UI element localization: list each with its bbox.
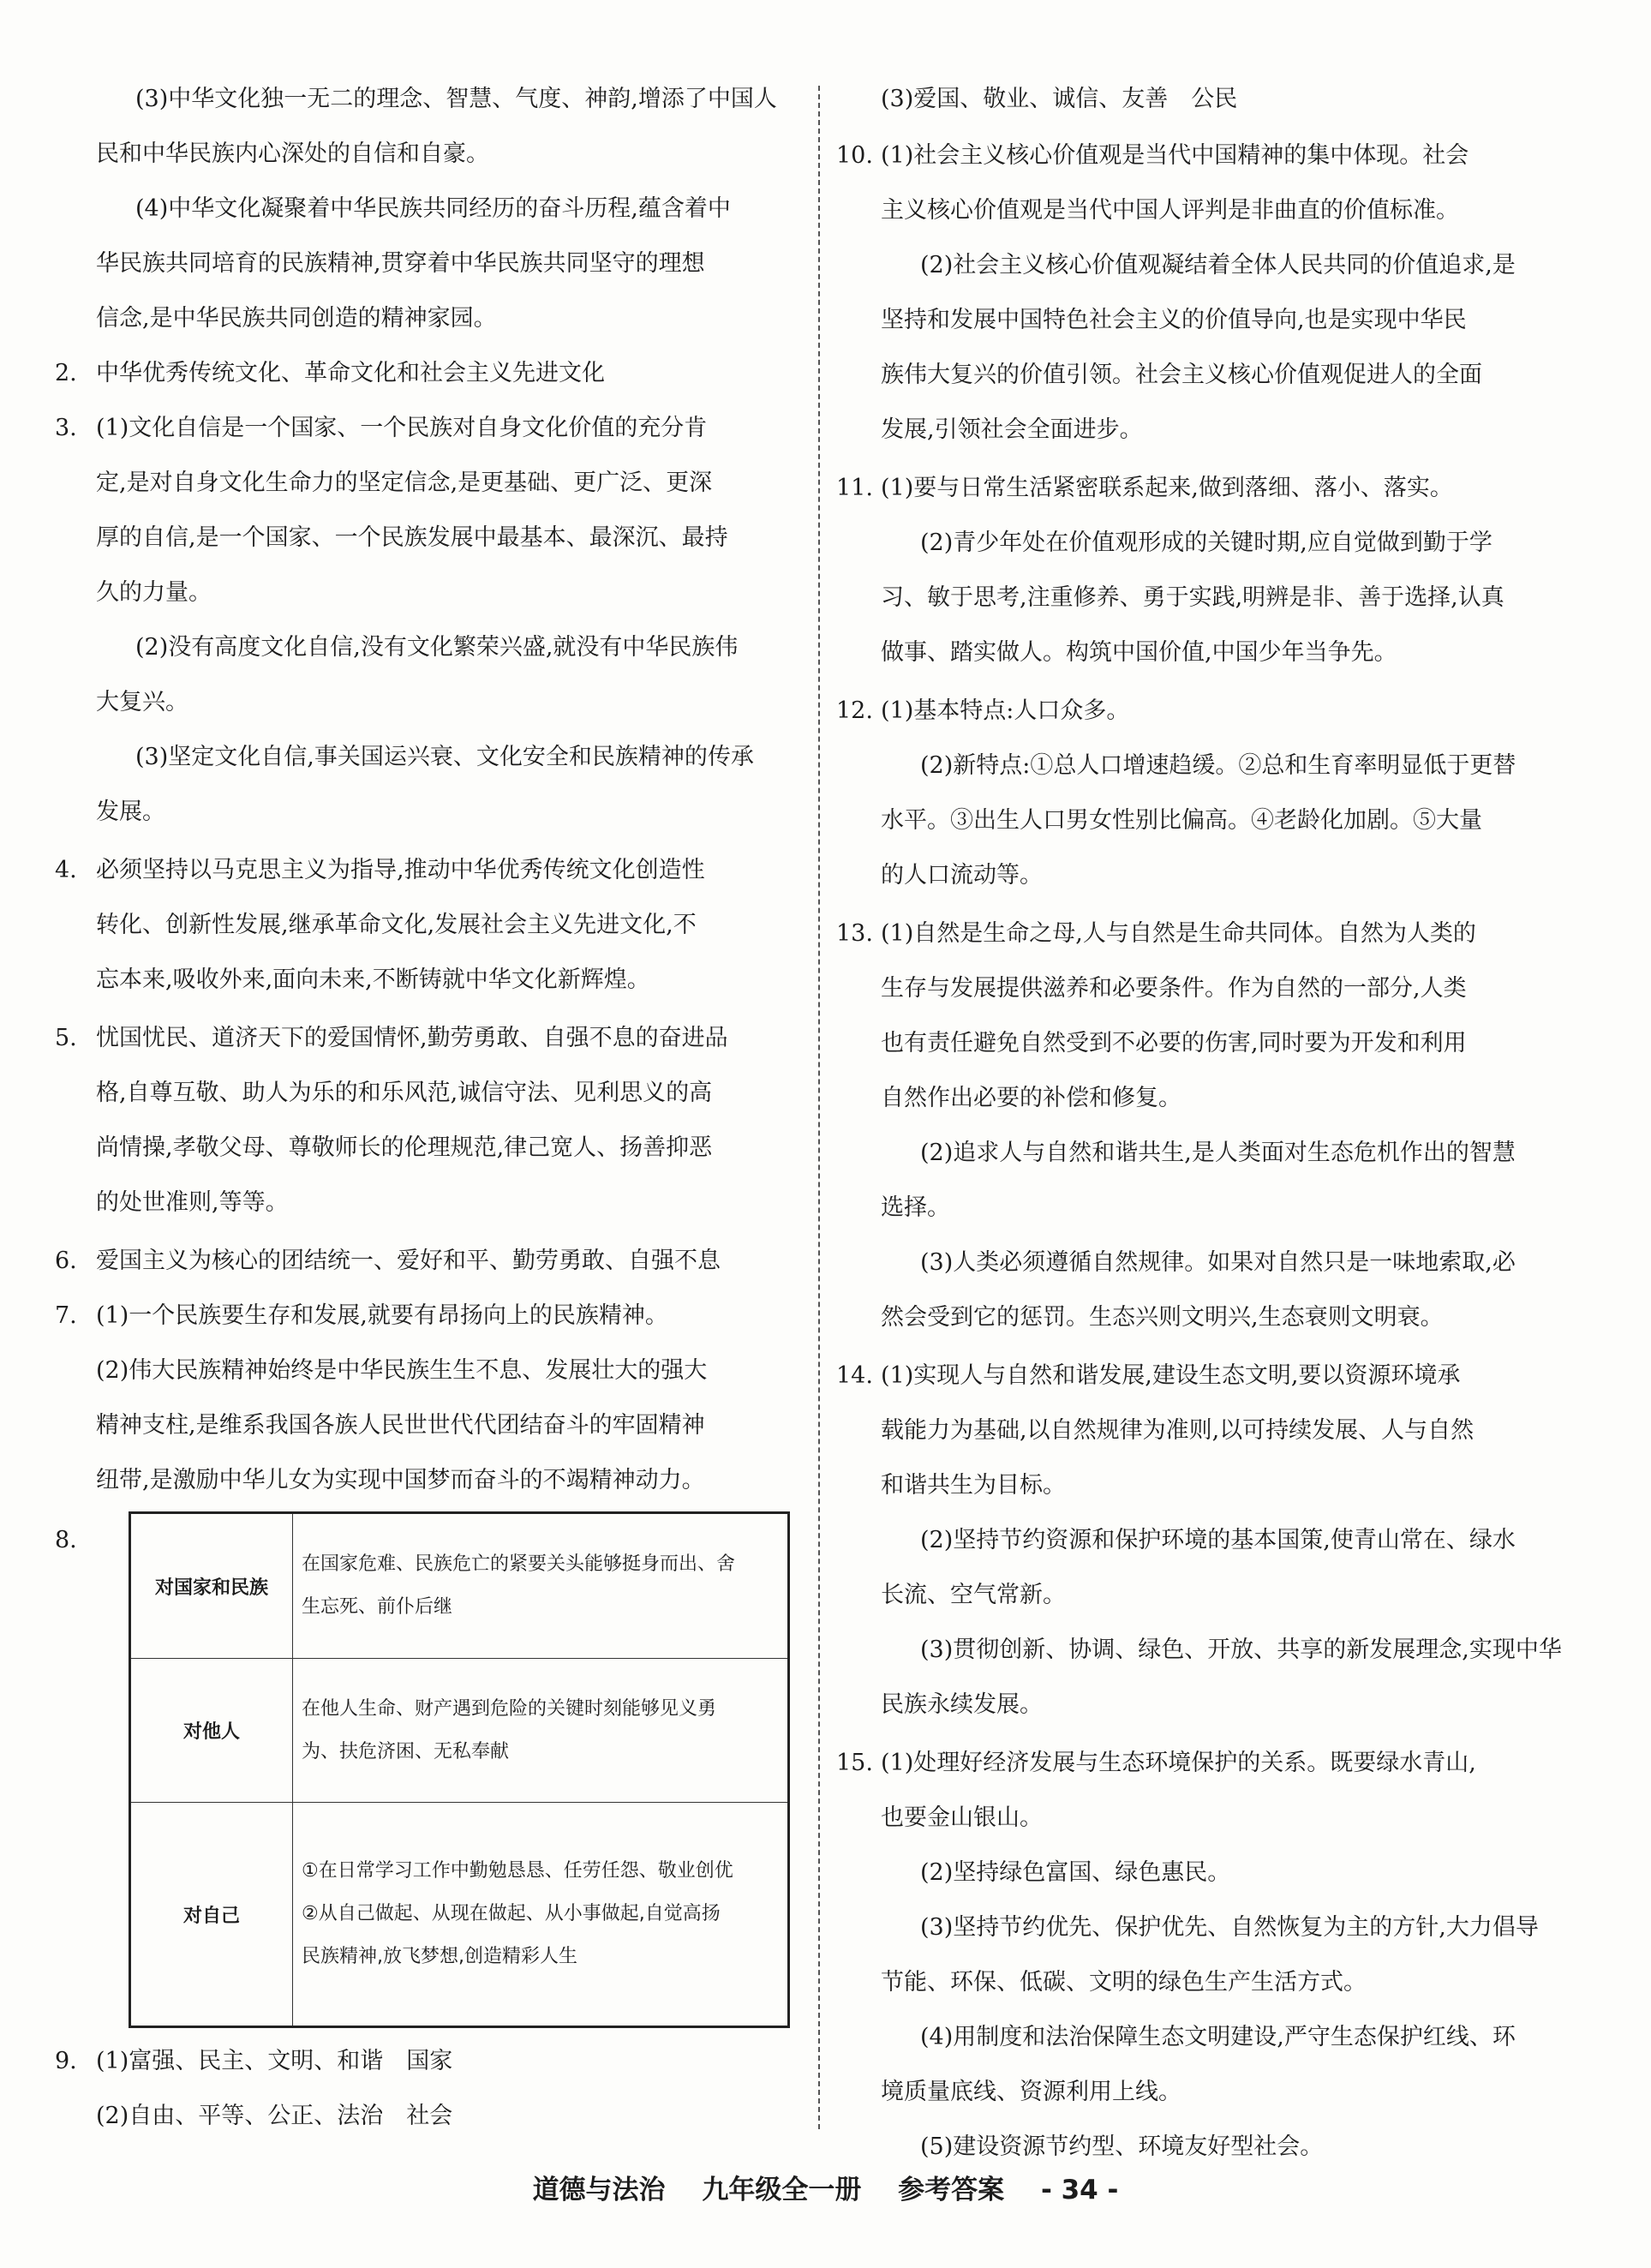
q15-line-7: 境质量底线、资源利用上线。	[881, 2079, 1181, 2105]
q7-line-4: 纽带,是激励中华儿女为实现中国梦而奋斗的不竭精神动力。	[96, 1467, 705, 1493]
q8-row-others-head: 对他人	[130, 1659, 293, 1803]
q14-line-2: 载能力为基础,以自然规律为准则,以可持续发展、人与自然	[881, 1417, 1475, 1444]
q5-number: 5.	[55, 1025, 77, 1051]
q14-line-5: 长流、空气常新。	[881, 1582, 1066, 1608]
q12-line-2: (2)新特点:①总人口增速趋缓。②总和生育率明显低于更替	[920, 752, 1516, 779]
page-number: - 34 -	[1040, 2175, 1119, 2205]
q5-line-1: 忧国忧民、道济天下的爱国情怀,勤劳勇敢、自强不息的奋进品	[96, 1025, 728, 1051]
q10-line-1: (1)社会主义核心价值观是当代中国精神的集中体现。社会	[881, 142, 1469, 169]
q13-line-5: (2)追求人与自然和谐共生,是人类面对生态危机作出的智慧	[920, 1140, 1516, 1166]
q1-3-line-2: 民和中华民族内心深处的自信和自豪。	[96, 141, 489, 167]
q15-line-1: (1)处理好经济发展与生态环境保护的关系。既要绿水青山,	[881, 1750, 1476, 1776]
q4-number: 4.	[55, 857, 77, 883]
q8-row-others-line-1: 在他人生命、财产遇到危险的关键时刻能够见义勇	[302, 1697, 717, 1720]
q8-row-nation-line-2: 生忘死、前仆后继	[302, 1596, 453, 1618]
q14-line-4: (2)坚持节约资源和保护环境的基本国策,使青山常在、绿水	[920, 1527, 1516, 1553]
q11-line-4: 做事、踏实做人。构筑中国价值,中国少年当争先。	[881, 639, 1397, 666]
q8-row-self	[130, 1803, 789, 2027]
q5-line-2: 格,自尊互敬、助人为乐的和乐风范,诚信守法、见利思义的高	[96, 1080, 713, 1106]
q2-line-1: 中华优秀传统文化、革命文化和社会主义先进文化	[96, 360, 605, 386]
q3-line-7: (3)坚定文化自信,事关国运兴衰、文化安全和民族精神的传承	[135, 744, 754, 770]
q12-number: 12.	[836, 697, 873, 724]
q12-line-4: 的人口流动等。	[881, 862, 1043, 889]
q10-line-5: 族伟大复兴的价值引领。社会主义核心价值观促进人的全面	[881, 362, 1482, 388]
q8-row-nation-line-1: 在国家危难、民族危亡的紧要关头能够挺身而出、舍	[302, 1553, 736, 1575]
q5-line-3: 尚情操,孝敬父母、尊敬师长的伦理规范,律己宽人、扬善抑恶	[96, 1134, 713, 1161]
q4-line-3: 忘本来,吸收外来,面向未来,不断铸就中华文化新辉煌。	[96, 966, 650, 993]
q9-number: 9.	[55, 2048, 77, 2074]
q3-line-5: (2)没有高度文化自信,没有文化繁荣兴盛,就没有中华民族伟	[135, 634, 739, 661]
q6-line-1: 爱国主义为核心的团结统一、爱好和平、勤劳勇敢、自强不息	[96, 1248, 721, 1274]
q13-line-8: 然会受到它的惩罚。生态兴则文明兴,生态衰则文明衰。	[881, 1304, 1444, 1331]
column-divider	[818, 86, 820, 2129]
q8-row-nation-content	[293, 1513, 789, 1659]
q15-line-6: (4)用制度和法治保障生态文明建设,严守生态保护红线、环	[920, 2024, 1516, 2050]
q8-row-nation-head: 对国家和民族	[130, 1513, 293, 1659]
q3-line-6: 大复兴。	[96, 689, 188, 715]
q15-line-3: (2)坚持绿色富国、绿色惠民。	[920, 1859, 1231, 1886]
q14-line-6: (3)贯彻创新、协调、绿色、开放、共享的新发展理念,实现中华	[920, 1637, 1562, 1663]
q8-row-self-line-3: 民族精神,放飞梦想,创造精彩人生	[302, 1946, 577, 1967]
q3-line-4: 久的力量。	[96, 579, 212, 606]
q8-row-others	[130, 1659, 789, 1803]
q3-line-3: 厚的自信,是一个国家、一个民族发展中最基本、最深沉、最持	[96, 524, 728, 551]
q4-line-2: 转化、创新性发展,继承革命文化,发展社会主义先进文化,不	[96, 912, 697, 938]
q12-line-1: (1)基本特点:人口众多。	[881, 697, 1130, 724]
q9-line-2: (2)自由、平等、公正、法治 社会	[96, 2103, 453, 2129]
q3-number: 3.	[55, 415, 77, 441]
q8-number: 8.	[55, 1527, 77, 1553]
footer-subject: 道德与法治	[532, 2175, 666, 2205]
q4-line-1: 必须坚持以马克思主义为指导,推动中华优秀传统文化创造性	[96, 857, 705, 883]
q8-row-self-head: 对自己	[130, 1803, 293, 2027]
q7-line-1: (1)一个民族要生存和发展,就要有昂扬向上的民族精神。	[96, 1302, 668, 1329]
q10-line-3: (2)社会主义核心价值观凝结着全体人民共同的价值追求,是	[920, 252, 1516, 278]
q6-number: 6.	[55, 1248, 77, 1274]
q13-line-2: 生存与发展提供滋养和必要条件。作为自然的一部分,人类	[881, 975, 1467, 1002]
q10-line-4: 坚持和发展中国特色社会主义的价值导向,也是实现中华民	[881, 307, 1467, 333]
q1-4-line-1: (4)中华文化凝聚着中华民族共同经历的奋斗历程,蕴含着中	[135, 195, 731, 222]
q2-number: 2.	[55, 360, 77, 386]
q15-line-4: (3)坚持节约优先、保护优先、自然恢复为主的方针,大力倡导	[920, 1914, 1539, 1941]
q8-row-self-content	[293, 1803, 789, 2027]
q8-row-self-line-2: ②从自己做起、从现在做起、从小事做起,自觉高扬	[302, 1903, 721, 1924]
q13-line-1: (1)自然是生命之母,人与自然是生命共同体。自然为人类的	[881, 920, 1476, 947]
q14-line-7: 民族永续发展。	[881, 1691, 1043, 1718]
q11-line-3: 习、敏于思考,注重修养、勇于实践,明辨是非、善于选择,认真	[881, 584, 1504, 611]
q7-line-2: (2)伟大民族精神始终是中华民族生生不息、发展壮大的强大	[96, 1357, 708, 1384]
q13-line-6: 选择。	[881, 1194, 950, 1221]
q1-4-line-2: 华民族共同培育的民族精神,贯穿着中华民族共同坚守的理想	[96, 250, 705, 277]
q9-line-1: (1)富强、民主、文明、和谐 国家	[96, 2048, 453, 2074]
q14-number: 14.	[836, 1362, 873, 1389]
q3-line-1: (1)文化自信是一个国家、一个民族对自身文化价值的充分肯	[96, 415, 708, 441]
q13-number: 13.	[836, 920, 873, 947]
q9-3-line-1: (3)爱国、敬业、诚信、友善 公民	[881, 86, 1238, 112]
q13-line-4: 自然作出必要的补偿和修复。	[881, 1085, 1181, 1111]
footer-label: 参考答案	[898, 2175, 1005, 2205]
q15-line-5: 节能、环保、低碳、文明的绿色生产生活方式。	[881, 1969, 1367, 1996]
q10-line-2: 主义核心价值观是当代中国人评判是非曲直的价值标准。	[881, 197, 1459, 224]
q13-line-3: 也有责任避免自然受到不必要的伤害,同时要为开发和利用	[881, 1030, 1467, 1056]
page-footer	[0, 2168, 1651, 2206]
q8-row-others-line-2: 为、扶危济困、无私奉献	[302, 1740, 510, 1762]
q8-row-others-content	[293, 1659, 789, 1803]
q10-line-6: 发展,引领社会全面进步。	[881, 416, 1143, 443]
q8-row-self-line-1: ①在日常学习工作中勤勉恳恳、任劳任怨、敬业创优	[302, 1860, 733, 1882]
q7-line-3: 精神支柱,是维系我国各族人民世世代代团结奋斗的牢固精神	[96, 1412, 705, 1439]
q7-number: 7.	[55, 1302, 77, 1329]
q12-line-3: 水平。③出生人口男女性别比偏高。④老龄化加剧。⑤大量	[881, 807, 1482, 834]
q8-row-nation	[130, 1513, 789, 1659]
q11-line-1: (1)要与日常生活紧密联系起来,做到落细、落小、落实。	[881, 475, 1453, 501]
q15-line-8: (5)建设资源节约型、环境友好型社会。	[920, 2133, 1324, 2160]
q3-line-8: 发展。	[96, 799, 165, 825]
q11-number: 11.	[836, 475, 873, 501]
q15-line-2: 也要金山银山。	[881, 1804, 1043, 1831]
q15-number: 15.	[836, 1750, 873, 1776]
q8-table	[129, 1511, 790, 2028]
footer-grade: 九年级全一册	[702, 2175, 862, 2205]
q11-line-2: (2)青少年处在价值观形成的关键时期,应自觉做到勤于学	[920, 530, 1492, 556]
q14-line-1: (1)实现人与自然和谐发展,建设生态文明,要以资源环境承	[881, 1362, 1461, 1389]
q14-line-3: 和谐共生为目标。	[881, 1472, 1066, 1499]
q10-number: 10.	[836, 142, 873, 169]
q5-line-4: 的处世准则,等等。	[96, 1189, 289, 1216]
q1-3-line-1: (3)中华文化独一无二的理念、智慧、气度、神韵,增添了中国人	[135, 86, 777, 112]
q1-4-line-3: 信念,是中华民族共同创造的精神家园。	[96, 305, 497, 332]
q3-line-2: 定,是对自身文化生命力的坚定信念,是更基础、更广泛、更深	[96, 470, 713, 496]
q13-line-7: (3)人类必须遵循自然规律。如果对自然只是一味地索取,必	[920, 1249, 1516, 1276]
